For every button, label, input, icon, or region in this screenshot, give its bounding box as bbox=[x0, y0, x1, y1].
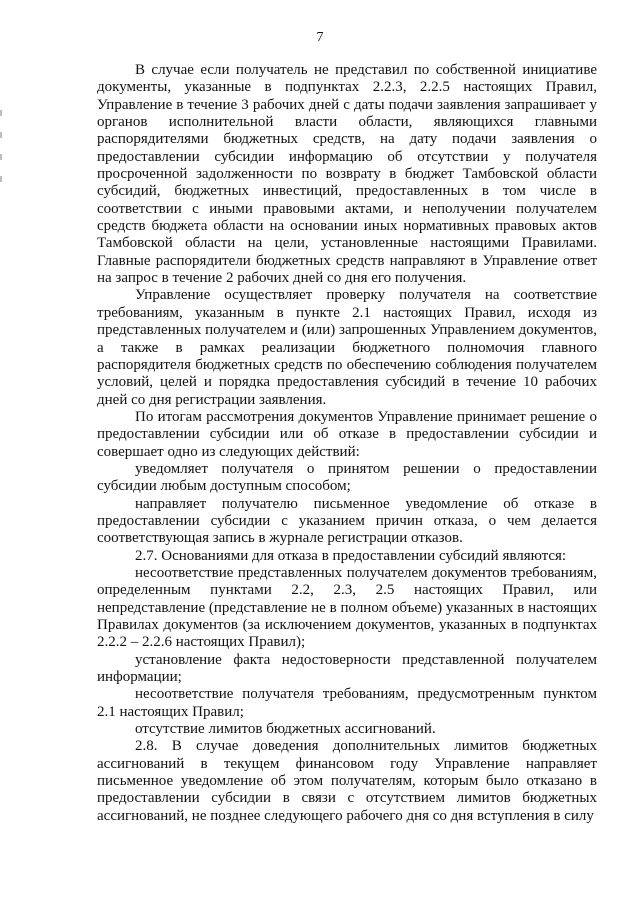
paragraph-request-documents: В случае если получатель не представил по собственной инициативе документы, указанные в подпунктах 2.2.3, 2.2.5 настоящих Правил, Управление в течение 3 рабочих дней с даты подачи заявления запрашивает у органов исполнительной власти области, являющихся главными распорядителями бюджетных средств, на дату подачи заявления о предоставлении субсидии информацию об отсутствии у получателя просроченной задолженности по возврату в бюджет Тамбовской области субсидий, бюджетных инвестиций, предоставленных в том числе в соответствии с иными правовыми актами, и неполучении получателем средств бюджета области на основании иных нормативных правовых актов Тамбовской области на цели, установленные настоящими Правилами. Главные распорядители бюджетных средств направляют в Управление ответ на запрос в течение 2 рабочих дней со дня его получения. bbox=[97, 62, 597, 287]
paragraph-section-2-8: 2.8. В случае доведения дополнительных лимитов бюджетных ассигнований в текущем финансовом году Управление направляет письменное уведомление об этом получателям, которым было отказано в предоставлении субсидии в связи с отсутствием лимитов бюджетных ассигнований, не позднее следующего рабочего дня со дня вступления в силу bbox=[97, 738, 597, 824]
paragraph-refusal-reason-documents: несоответствие представленных получателем документов требованиям, определенным пунктами 2.2, 2.3, 2.5 настоящих Правил, или непредставление (представление не в полном объеме) указанных в настоящих Правилах документов (за исключением документов, указанных в подпунктах 2.2.2 – 2.2.6 настоящих Правил); bbox=[97, 564, 597, 651]
paragraph-refusal-reason-requirements: несоответствие получателя требованиям, предусмотренным пунктом 2.1 настоящих Правил; bbox=[97, 686, 597, 720]
page-number: 7 bbox=[316, 30, 324, 45]
document-body bbox=[97, 62, 597, 825]
scan-mark bbox=[0, 132, 2, 138]
paragraph-verification: Управление осуществляет проверку получателя на соответствие требованиям, указанным в пункте 2.1 настоящих Правил, исходя из представленных получателем и (или) запрошенных Управлением документов, а также в рамках реализации бюджетного полномочия главного распорядителя бюджетных средств по обеспечению соблюдения получателем условий, целей и порядка предоставления субсидий в течение 10 рабочих дней со дня регистрации заявления. bbox=[97, 287, 597, 408]
paragraph-notify-approval: уведомляет получателя о принятом решении о предоставлении субсидии любым доступным способом; bbox=[97, 460, 597, 495]
scan-mark bbox=[0, 154, 2, 160]
scan-mark bbox=[0, 110, 2, 116]
paragraph-refusal-reason-false-info: установление факта недостоверности представленной получателем информации; bbox=[97, 651, 597, 686]
paragraph-notify-refusal: направляет получателю письменное уведомление об отказе в предоставлении субсидии с указанием причин отказа, о чем делается соответствующая запись в журнале регистрации отказов. bbox=[97, 495, 597, 547]
scan-mark bbox=[0, 176, 2, 182]
margin-scan-marks bbox=[0, 110, 6, 220]
paragraph-refusal-reason-no-limits: отсутствие лимитов бюджетных ассигнований. bbox=[135, 721, 436, 738]
paragraph-section-2-7: 2.7. Основаниями для отказа в предоставлении субсидий являются: bbox=[135, 547, 567, 564]
paragraph-decision: По итогам рассмотрения документов Управление принимает решение о предоставлении субсидии или об отказе в предоставлении субсидии и совершает одно из следующих действий: bbox=[97, 408, 597, 460]
